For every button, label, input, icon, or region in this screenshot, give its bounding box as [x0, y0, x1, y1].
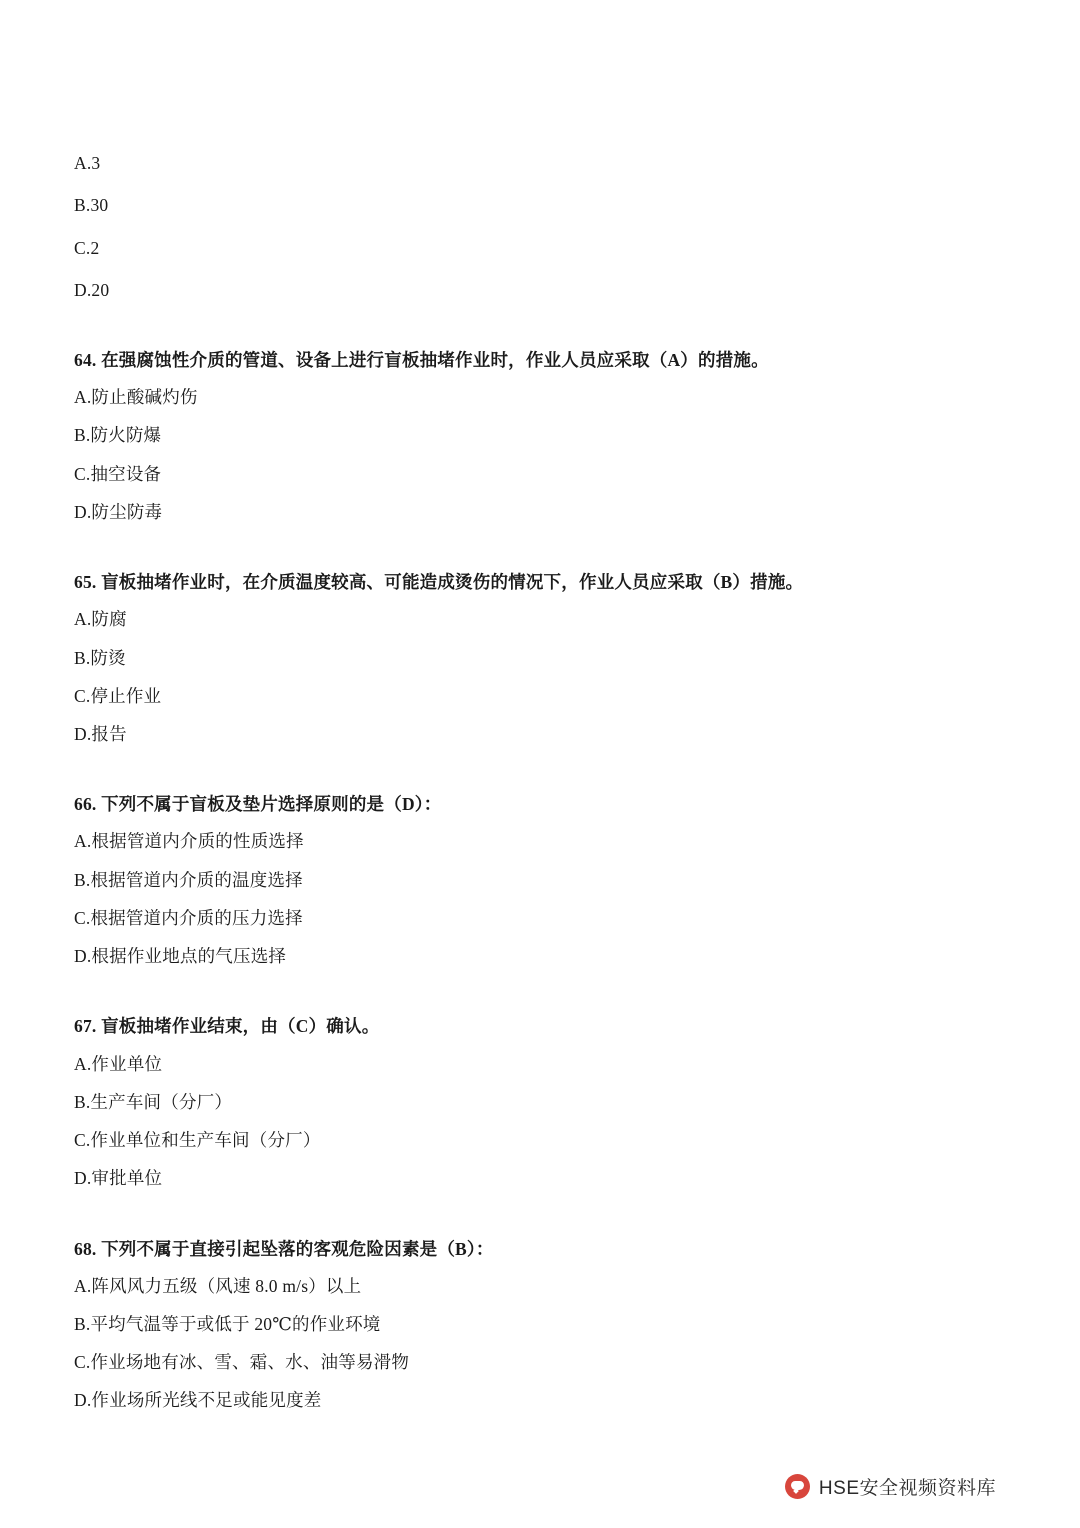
- question-stem: [74, 569, 984, 596]
- option-item: D.20: [74, 279, 110, 300]
- question-number: 68.: [74, 1238, 97, 1259]
- question-stem: [74, 347, 984, 374]
- option-item: D.作业场所光线不足或能见度差: [74, 1390, 322, 1411]
- option-item: D.防尘防毒: [74, 501, 163, 522]
- question-stem: [74, 1013, 984, 1040]
- question-text: 下列不属于盲板及垫片选择原则的是（D）：: [101, 794, 442, 815]
- question-number: 65.: [74, 572, 97, 593]
- option-item: C.停止作业: [74, 685, 162, 706]
- option-item: B.生产车间（分厂）: [74, 1091, 233, 1112]
- question-text: 在强腐蚀性介质的管道、设备上进行盲板抽堵作业时，作业人员应采取（A）的措施。: [101, 350, 769, 370]
- option-item: B.根据管道内介质的温度选择: [74, 869, 303, 890]
- question-block: [74, 347, 984, 525]
- question-stem: [74, 791, 984, 818]
- option-item: C.作业单位和生产车间（分厂）: [74, 1130, 321, 1150]
- question-number: 64.: [74, 350, 97, 370]
- option-item: D.根据作业地点的气压选择: [74, 946, 287, 967]
- option-item: B.30: [74, 195, 109, 216]
- wechat-account-logo-icon: [785, 1474, 810, 1499]
- question-number: 66.: [74, 794, 97, 815]
- question-block: [74, 1236, 984, 1414]
- question-text: 盲板抽堵作业结束，由（C）确认。: [101, 1016, 380, 1037]
- option-item: A.3: [74, 153, 101, 173]
- option-item: C.根据管道内介质的压力选择: [74, 907, 303, 928]
- footer-label: HSE安全视频资料库: [818, 1478, 996, 1499]
- question-text: 盲板抽堵作业时，在介质温度较高、可能造成烫伤的情况下，作业人员应采取（B）措施。: [101, 572, 804, 593]
- option-item: A.防止酸碱灼伤: [74, 387, 198, 408]
- orphan-option-list: [74, 150, 984, 303]
- footer-watermark: [785, 1473, 996, 1500]
- question-block: [74, 791, 984, 969]
- option-item: D.审批单位: [74, 1168, 163, 1189]
- option-item: A.作业单位: [74, 1053, 163, 1074]
- option-item: A.防腐: [74, 609, 127, 630]
- option-item: A.根据管道内介质的性质选择: [74, 831, 304, 852]
- question-number: 67.: [74, 1016, 97, 1037]
- question-stem: [74, 1236, 984, 1263]
- option-item: C.抽空设备: [74, 463, 162, 484]
- option-item: B.防火防爆: [74, 425, 162, 446]
- option-item: A.阵风风力五级（风速 8.0 m/s）以上: [74, 1275, 362, 1296]
- option-item: C.作业场地有冰、雪、霜、水、油等易滑物: [74, 1352, 410, 1373]
- option-item: D.报告: [74, 724, 127, 744]
- question-block: [74, 569, 984, 747]
- option-item: B.防烫: [74, 647, 126, 668]
- question-text: 下列不属于直接引起坠落的客观危险因素是（B）：: [101, 1238, 494, 1259]
- question-block: [74, 1013, 984, 1191]
- option-item: C.2: [74, 237, 100, 258]
- option-item: B.平均气温等于或低于 20℃的作业环境: [74, 1313, 381, 1334]
